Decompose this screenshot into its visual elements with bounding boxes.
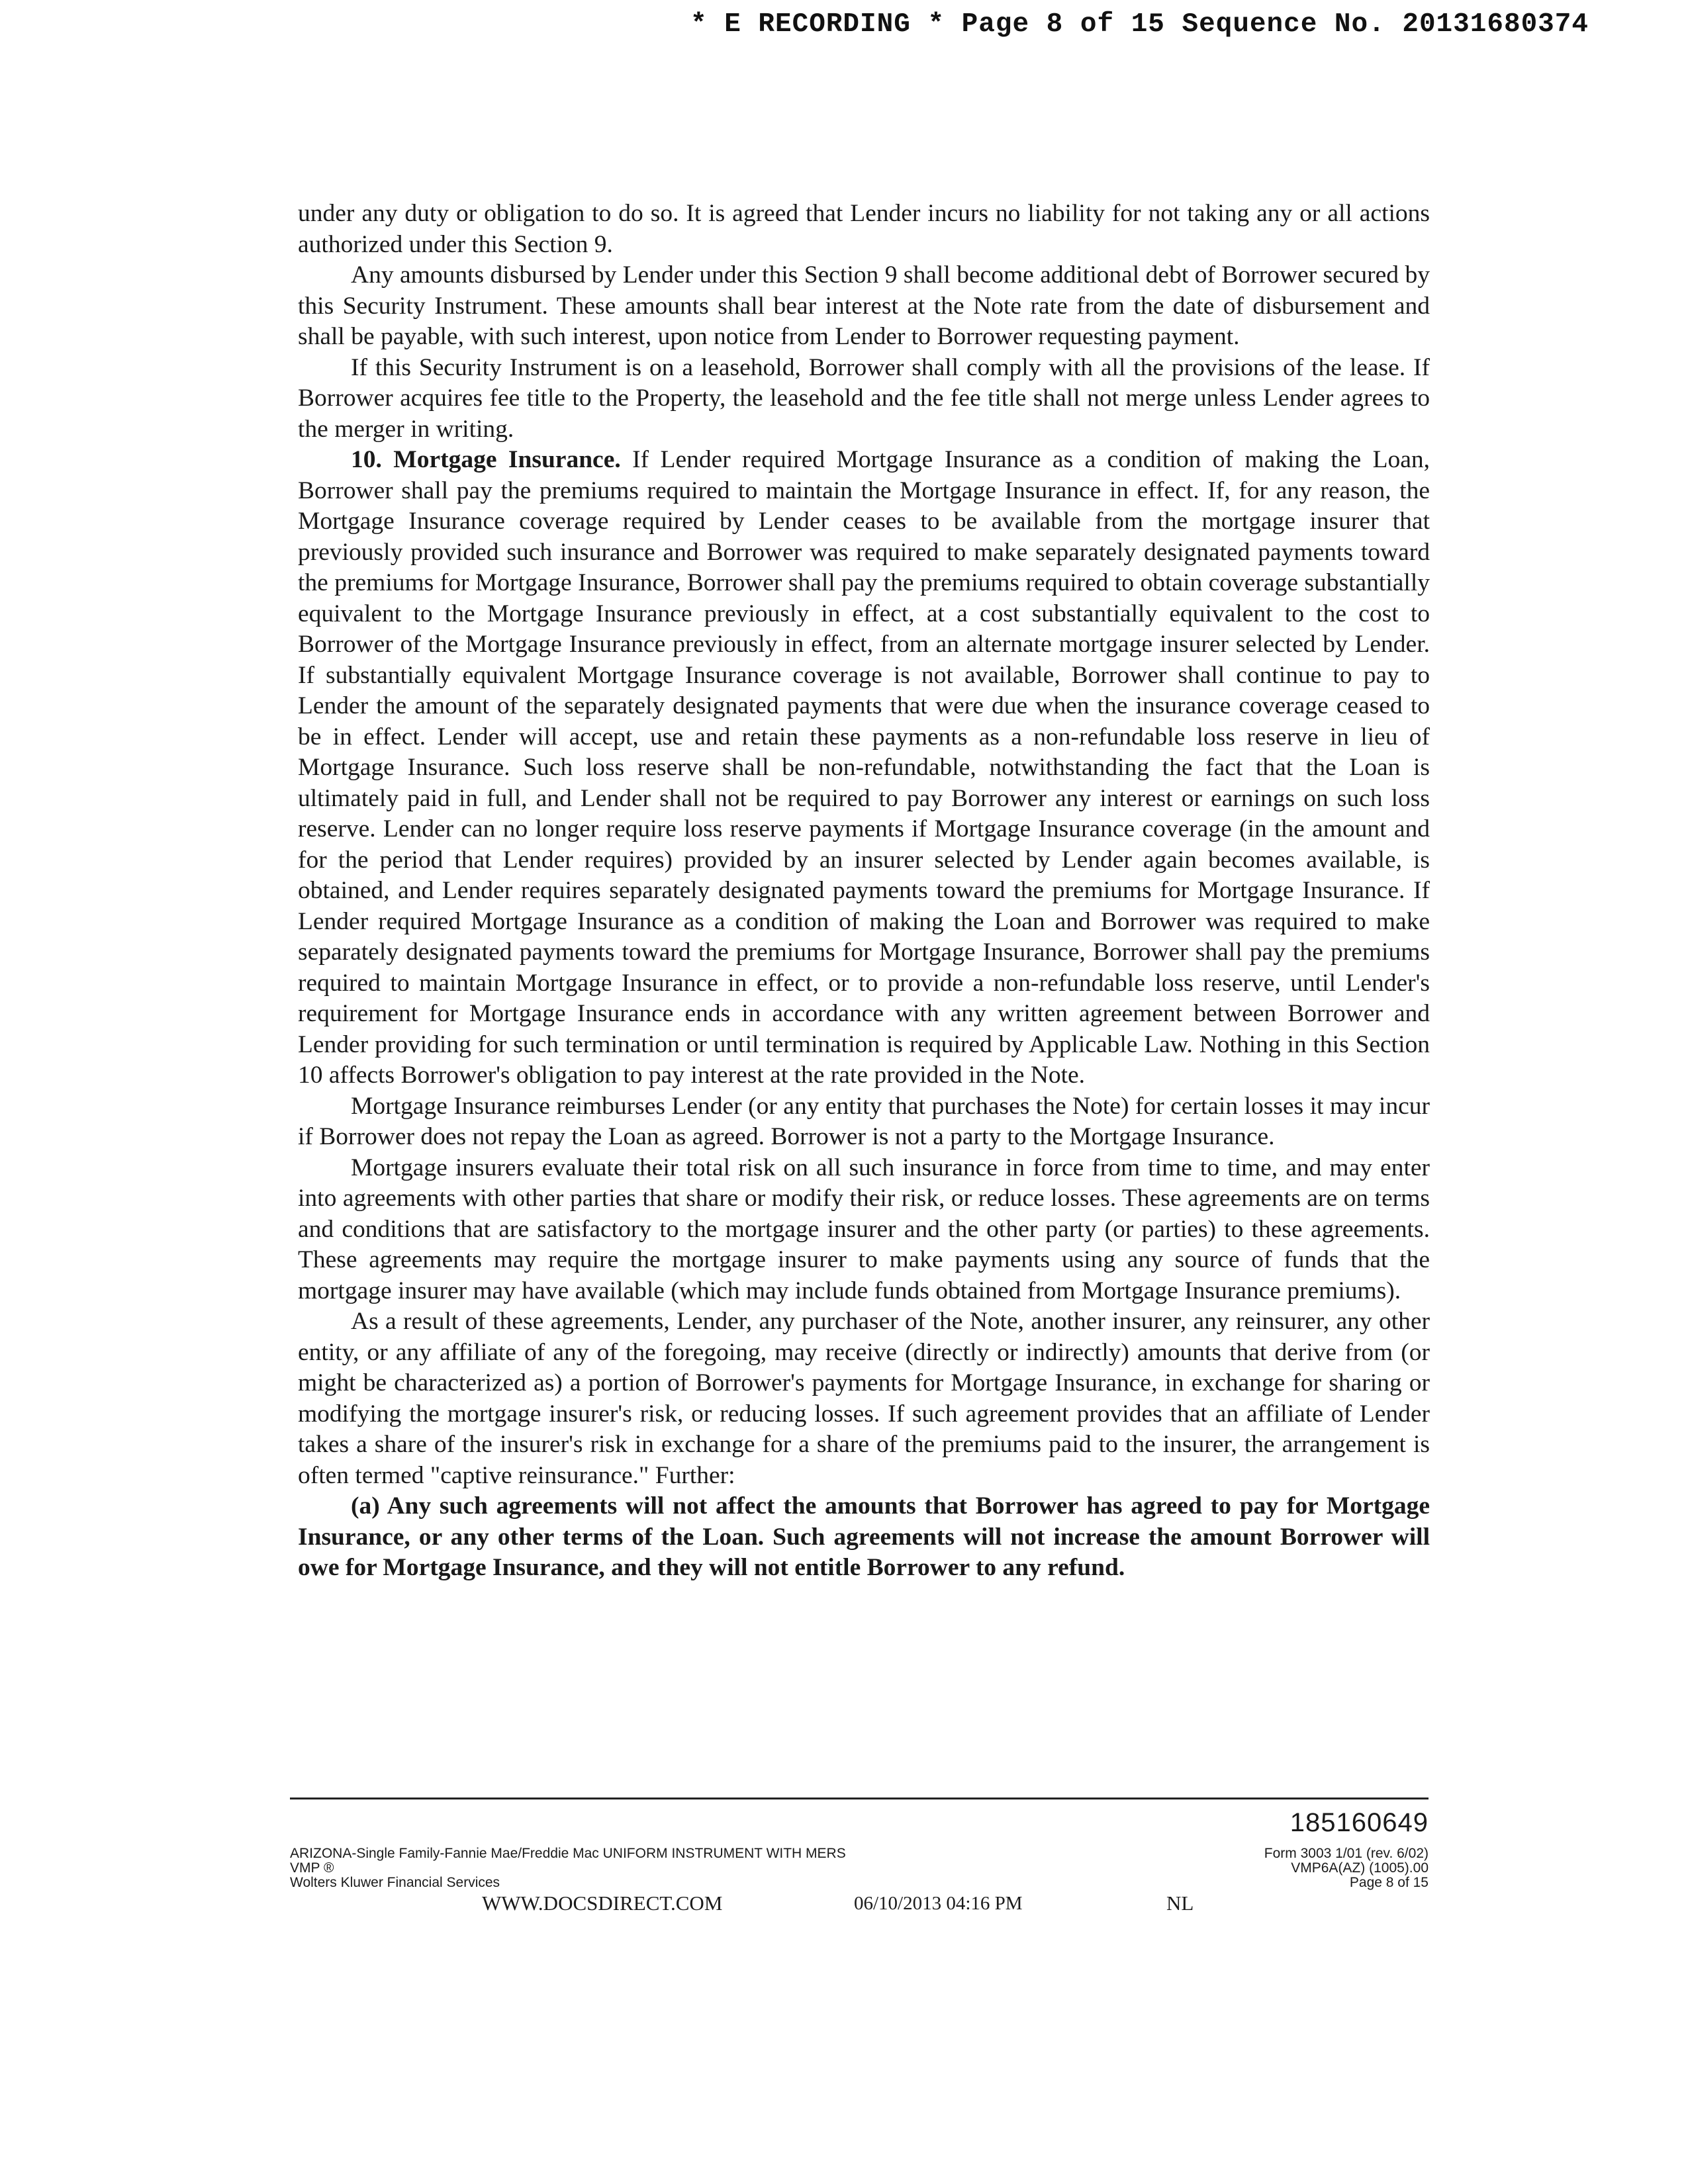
print-datetime: 06/10/2013 04:16 PM — [854, 1893, 1023, 1914]
footer-form-info — [290, 1846, 846, 1890]
paragraph-leasehold: If this Security Instrument is on a leasehold, Borrower shall comply with all the provisions of the lease. If Borrower acquires fee title to the Property, the leasehold and the fee title shall not merge unless Lender agrees to the merger in writing. — [298, 353, 1430, 443]
footer-form-number — [1264, 1846, 1429, 1890]
loan-number: 185160649 — [1289, 1808, 1429, 1837]
initials: NL — [1166, 1891, 1194, 1915]
paragraph-captive-reinsurance: As a result of these agreements, Lender, any purchaser of the Note, another insurer, any reinsurer, any other entity, or any affiliate of any of the foregoing, may receive (directly or indirectly) amounts that derive from (or might be characterized as) a portion of Borrower's payments for Mortgage Insurance, in exchange for sharing or modifying the mortgage insurer's risk, or reducing losses. If such agreement provides that an affiliate of Lender takes a share of the insurer's risk in exchange for a share of the premiums paid to the insurer, the arrangement is often termed "captive reinsurance." Further: — [298, 1308, 1430, 1489]
website: WWW.DOCSDIRECT.COM — [482, 1891, 723, 1915]
publisher: Wolters Kluwer Financial Services — [290, 1875, 500, 1890]
recording-header: * E RECORDING * Page 8 of 15 Sequence No. 20131680374 — [690, 9, 1589, 40]
paragraph-section-10 — [298, 445, 1430, 1091]
paragraph-section-9-end: under any duty or obligation to do so. It is agreed that Lender incurs no liability for not taking any or all actions authorized under this Section 9. — [298, 200, 1430, 258]
footer-divider — [290, 1797, 1429, 1799]
paragraph-amounts-disbursed: Any amounts disbursed by Lender under this Section 9 shall become additional debt of Borrower secured by this Security Instrument. These amounts shall bear interest at the Note rate from the date of disbursement and shall be payable, with such interest, upon notice from Lender to Borrower requesting payment. — [298, 261, 1430, 350]
paragraph-mi-insurers: Mortgage insurers evaluate their total risk on all such insurance in force from time to time, and may enter into agreements with other parties that share or modify their risk, or reduce losses. These agreements are on terms and conditions that are satisfactory to the mortgage insurer and the other party (or parties) to these agreements. These agreements may require the mortgage insurer to make payments using any source of funds that the mortgage insurer may have available (which may include funds obtained from Mortgage Insurance premiums). — [298, 1154, 1430, 1304]
form-number: Form 3003 1/01 (rev. 6/02) — [1264, 1846, 1429, 1861]
vmp-code: VMP6A(AZ) (1005).00 — [1291, 1860, 1429, 1876]
document-body — [298, 199, 1430, 1584]
page-number: Page 8 of 15 — [1349, 1875, 1429, 1890]
paragraph-mi-reimburses: Mortgage Insurance reimburses Lender (or any entity that purchases the Note) for certain losses it may incur if Borrower does not repay the Loan as agreed. Borrower is not a party to the Mortgage Insurance. — [298, 1092, 1430, 1150]
section-10-heading: 10. Mortgage Insurance. — [351, 446, 621, 473]
form-title: ARIZONA-Single Family-Fannie Mae/Freddie Mac UNIFORM INSTRUMENT WITH MERS — [290, 1846, 846, 1861]
section-10-text: If Lender required Mortgage Insurance as a condition of making the Loan, Borrower shall pay the premiums required to maintain the Mortgage Insurance in effect. If, for any reason, the Mortgage Insurance coverage required by Lender ceases to be available from the mortgage insurer that previously provided such insurance and Borrower was required to make separately designated payments toward the premiums for Mortgage Insurance, Borrower shall pay the premiums required to obtain coverage substantially equivalent to the Mortgage Insurance previously in effect, at a cost substantially equivalent to the cost to Borrower of the Mortgage Insurance previously in effect, from an alternate mortgage insurer selected by Lender. If substantially equivalent Mortgage Insurance coverage is not available, Borrower shall continue to pay to Lender the amount of the separately designated payments that were due when the insurance coverage ceased to be in effect. Lender will accept, use and retain these payments as a non-refundable loss reserve in lieu of Mortgage Insurance. Such loss reserve shall be non-refundable, notwithstanding the fact that the Loan is ultimately paid in full, and Lender shall not be required to pay Borrower any interest or earnings on such loss reserve. Lender can no longer require loss reserve payments if Mortgage Insurance coverage (in the amount and for the period that Lender requires) provided by an insurer selected by Lender again becomes available, is obtained, and Lender requires separately designated payments toward the premiums for Mortgage Insurance. If Lender required Mortgage Insurance as a condition of making the Loan and Borrower was required to make separately designated payments toward the premiums for Mortgage Insurance, Borrower shall pay the premiums required to maintain Mortgage Insurance in effect, or to provide a non-refundable loss reserve, until Lender's requirement for Mortgage Insurance ends in accordance with any written agreement between Borrower and Lender providing for such termination or until termination is required by Applicable Law. Nothing in this Section 10 affects Borrower's obligation to pay interest at the rate provided in the Note. — [298, 446, 1430, 1089]
vmp-mark: VMP ® — [290, 1860, 334, 1876]
paragraph-a-agreements: (a) Any such agreements will not affect the amounts that Borrower has agreed to pay for Mortgage Insurance, or any other terms of the Loan. Such agreements will not increase the amount Borrower will owe for Mortgage Insurance, and they will not entitle Borrower to any refund. — [298, 1492, 1430, 1581]
